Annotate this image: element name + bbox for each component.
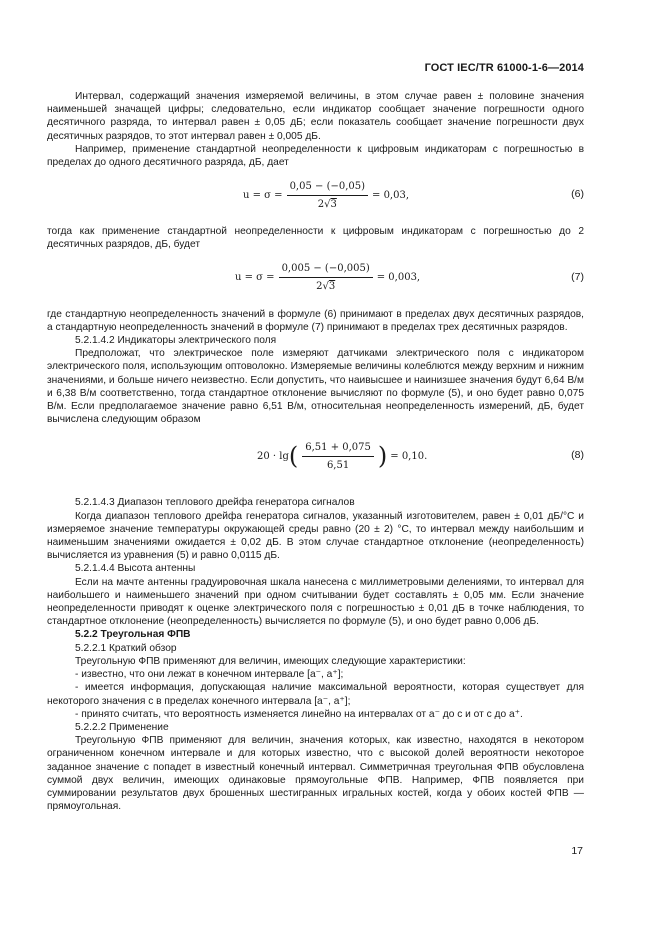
list-item: - известно, что они лежат в конечном интервале [a⁻, a⁺];: [75, 669, 344, 681]
formula-6-lhs: u = σ =: [243, 189, 283, 201]
formula-6-den-root: 3: [330, 198, 337, 210]
formula-8-lhs: 20 · lg: [257, 450, 289, 462]
paragraph: Когда диапазон теплового дрейфа генератора сигналов, указанный изготовителем, равен ± 0,01 дБ/°С и измеряемое значение температуры окружающей среды равно (20 ± 2) °С, то интервал между наибольшим и наименьшим значениями ожидается ± 0,02 дБ. В этом случае стандартное отклонение (неопределенность) вычисляется из уравнения (5) и равно 0,0115 дБ.: [47, 510, 584, 562]
formula-8-label: (8): [571, 449, 584, 462]
list-item: - принято считать, что вероятность изменяется линейно на интервалах от a⁻ до c и от c до a⁺.: [75, 708, 523, 720]
formula-7-den-root: 3: [328, 281, 336, 293]
formula-6-body: [243, 175, 409, 215]
formula-6-fraction: [287, 180, 368, 211]
left-paren-icon: (: [288, 442, 299, 471]
section-heading: 5.2.1.4.4 Высота антенны: [75, 563, 196, 575]
section-heading: 5.2.2.2 Применение: [75, 721, 169, 733]
section-heading: 5.2.1.4.2 Индикаторы электрического поля: [75, 335, 277, 347]
formula-8-numerator: 6,51 + 0,075: [302, 441, 374, 457]
paragraph: Треугольную ФПВ применяют для величин, значения которых, как известно, находятся в некотором ограниченном конечном интервале и для которых известно, что с высокой долей вероятности некоторое заданное значение с попадет в известный конечный интервал. Симметричная треугольная ФПВ обусловлена суммой двух величин, имеющих одинаковые прямоугольные ФПВ. Например, ФПВ появляется при суммировании результатов двух брошенных шестигранных игральных костей, когда у обоих костей ФПВ — прямоугольная.: [47, 735, 584, 813]
paragraph: тогда как применение стандартной неопределенности к цифровым индикаторам с погрешностью до 2 десятичных разрядов, дБ, будет: [47, 226, 584, 251]
document-id-header: ГОСТ IEC/TR 61000-1-6—2014: [424, 62, 584, 74]
formula-7-label: (7): [571, 270, 584, 283]
formula-7-fraction: [279, 262, 373, 293]
formula-6: [47, 175, 584, 215]
section-heading: 5.2.2.1 Краткий обзор: [75, 642, 177, 654]
section-heading-bold: 5.2.2 Треугольная ФПВ: [75, 629, 191, 641]
formula-6-numerator: 0,05 − (−0,05): [287, 180, 368, 196]
sqrt-icon: √: [322, 281, 329, 293]
formula-7-body: [235, 258, 420, 298]
paragraph: Например, применение стандартной неопределенности к цифровым индикаторам с погрешностью в пределах до одного десятичного разряда, дБ, дает: [47, 143, 584, 169]
formula-7: [47, 258, 584, 298]
formula-8-fraction: [302, 441, 374, 472]
paragraph: где стандартную неопределенность значений в формуле (6) принимают в пределах двух десятичных разрядов, а стандартную неопределенность значений в формуле (7) принимают в пределах трех десятичных разрядов.: [47, 308, 584, 333]
right-paren-icon: ): [377, 442, 388, 471]
formula-8: [47, 436, 584, 476]
paragraph: Если на мачте антенны градуировочная шкала нанесена с миллиметровыми делениями, то интервал для наибольшего и наименьшего значений при одном считывании будет составлять ± 0,05 мм. Если значение неопределенности приводят к оценке электрического поля с погрешностью ± 0,01 дБ в точке наблюдения, то стандартное отклонение (неопределенность) вычисляется по формуле (5), и оно будет равно 0,006 дБ.: [47, 576, 584, 628]
formula-7-lhs: u = σ =: [235, 272, 275, 284]
sqrt-icon: √: [324, 198, 331, 210]
formula-6-denominator: [318, 196, 337, 211]
formula-7-denominator: [316, 278, 335, 293]
section-heading: 5.2.1.4.3 Диапазон теплового дрейфа генератора сигналов: [75, 497, 355, 509]
formula-7-den-prefix: 2: [316, 281, 323, 293]
formula-6-label: (6): [571, 188, 584, 201]
paragraph: Интервал, содержащий значения измеряемой величины, в этом случае равен ± половине значения наименьшей значащей цифры; следовательно, если индикатор сообщает значение погрешности одного десятичного разряда, то интервал равен ± 0,05 дБ; если показатель сообщает значение погрешности двух десятичных разрядов, то этот интервал равен ± 0,005 дБ.: [47, 91, 584, 142]
page-content: [47, 90, 584, 813]
formula-7-numerator: 0,005 − (−0,005): [279, 262, 373, 278]
paragraph: Треугольную ФПВ применяют для величин, имеющих следующие характеристики:: [75, 655, 466, 667]
formula-8-body: [257, 436, 427, 476]
formula-8-denominator: 6,51: [326, 459, 350, 471]
paragraph: Предположат, что электрическое поле измеряют датчиками электрического поля с индикатором электрического поля, использующим оптоволокно. Измеряемые величины колеблются между верхним и нижним значениями, и больше ничего неизвестно. Если допустить, что наивысшее и наинизшее значения будут 6,64 В/м и 6,38 В/м соответственно, тогда стандартное отклонение вычисляют по формуле (5), и оно будет равно 0,075 В/м. Если предполагаемое значение равно 6,51 В/м, относительная неопределенность измерений, дБ, будет вычислена следующим образом: [47, 348, 584, 426]
list-item: - имеется информация, допускающая наличие максимальной вероятности, которая существует для некоторого значения с в пределах конечного интервала [a⁻, a⁺];: [47, 682, 584, 707]
formula-8-rhs: = 0,10.: [390, 450, 428, 462]
formula-7-rhs: = 0,003,: [376, 272, 421, 284]
page-number: 17: [571, 845, 583, 857]
formula-6-rhs: = 0,03,: [372, 189, 410, 201]
formula-6-den-prefix: 2: [317, 198, 325, 210]
